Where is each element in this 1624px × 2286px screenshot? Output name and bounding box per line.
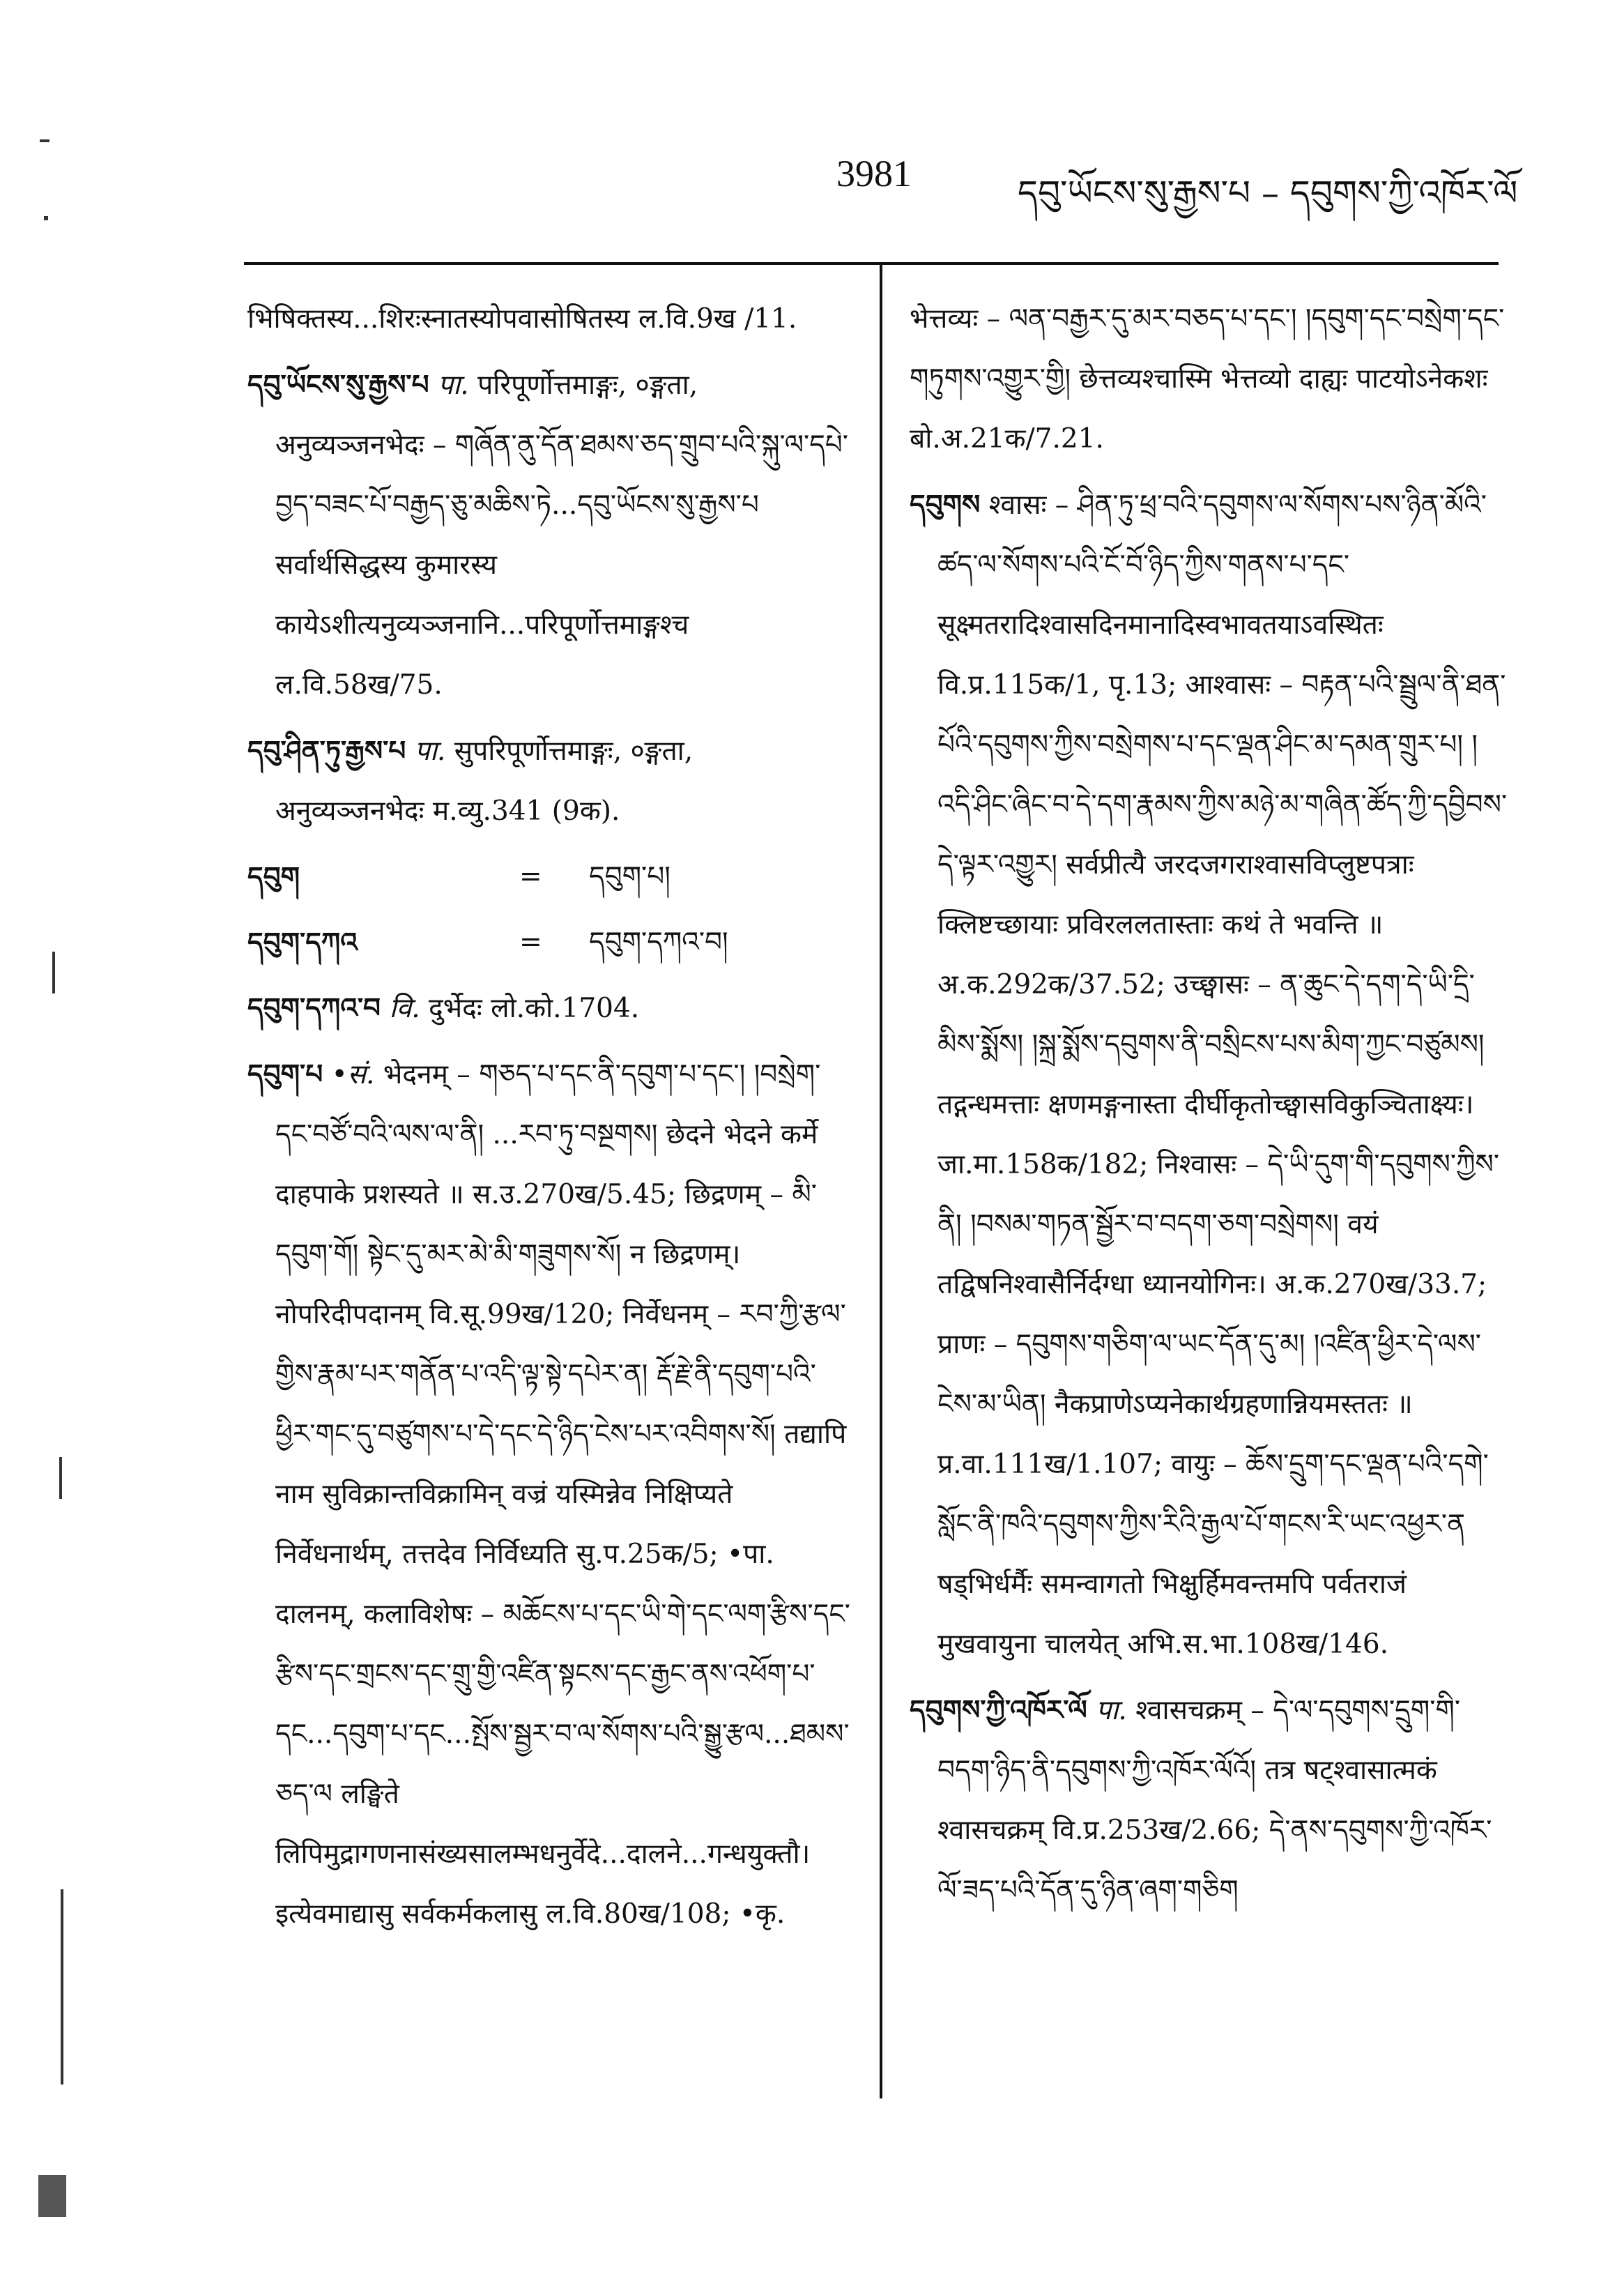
headword: དབུག་དཀའ	[247, 927, 358, 959]
continued-entry-text: भिषिक्तस्य...शिरःस्नातस्योपवासोषितस्य ल.वि.9ख /11.	[247, 303, 797, 335]
equals-sign: =	[519, 861, 542, 892]
grammar-label: पा.	[438, 369, 469, 401]
grammar-label: •सं.	[331, 1059, 375, 1090]
definition-text: भेदनम् – གཅད་པ་དང་ནི་དབུག་པ་དང་། །བསྲེག་དང་བཙོ་བའི་ལས་ལ་ནི། ...རབ་ཏུ་བསྔགས། छेदने भेदने कर्मे दाहपाके प्रशस्यते ॥ स.उ.270ख/5.45; छिद्रणम् – མི་དབུག་གོ། སྟེང་དུ་མར་མེ་མི་གཟུགས་སོ། न छिद्रणम्। नोपरिदीपदानम् वि.सू.99ख/120; निर्वेधनम् – རབ་ཀྱི་རྩལ་གྱིས་རྣམ་པར་གནོན་པ་འདི་ལྟ་སྟེ་དཔེར་ན། རྡོ་རྗེ་ནི་དབུག་པའི་ཕྱིར་གང་དུ་བཙུགས་པ་དེ་དང་དེ་ཉིད་ངེས་པར་འབིགས་སོ། तद्यापि नाम सुविक्रान्तविक्रामिन् वज्रं यस्मिन्नेव निक्षिप्यते निर्वेधनार्थम्, तत्तदेव निर्विध्यति सु.प.25क/5; •पा. दालनम्, कलाविशेषः – མཆོངས་པ་དང་ཡི་གེ་དང་ལག་རྩིས་དང་རྩིས་དང་གྲངས་དང་གྲུ་གྱི་འཛིན་སྟངས་དང་རྒྱང་ནས་འཕོག་པ་དང...དབུག་པ་དང...སྤོས་སྦྱར་བ་ལ་སོགས་པའི་སྒྱུ་རྩལ...ཐམས་ཅད་ལ लङ्घिते लिपिमुद्रागणनासंख्यसालम्भधनुर्वेदे...दालने...गन्धयुक्तौ। इत्येवमाद्यासु सर्वकर्मकलासु ल.वि.80ख/108; •कृ.	[275, 1059, 850, 1930]
continued-entry-text: भेत्तव्यः – ལན་བརྒྱར་དུ་མར་བཅད་པ་དང་། །དབུག་དང་བསྲེག་དང་གཏུགས་འགྱུར་གྱི། छेत्तव्यश्चास्मि भेत्तव्यो दाह्यः पाटयोऽनेकशः बो.अ.21क/7.21.	[910, 303, 1505, 455]
header-rule	[244, 262, 1499, 265]
headword: དབུགས་ཀྱི་འཁོར་ལོ	[910, 1694, 1087, 1726]
headword: དབུ་ཤིན་ཏུ་རྒྱས་པ	[247, 735, 406, 767]
grammar-label: पा.	[414, 736, 446, 767]
grammar-label: वि.	[389, 993, 420, 1024]
cross-reference-target: དབུག་པ།	[589, 861, 671, 892]
dictionary-entry	[247, 1044, 850, 1944]
headword: དབུག་དཀའ་བ	[247, 992, 381, 1024]
definition-text: परिपूर्णोत्तमाङ्गः, ०ङ्गता, अनुव्यञ्जनभेदः – གཞོན་ནུ་དོན་ཐམས་ཅད་གྲུབ་པའི་སྐུ་ལ་དཔེ་བྱད་བཟང་པོ་བརྒྱད་ཅུ་མཆིས་ཏེ...དབུ་ཡོངས་སུ་རྒྱས་པ सर्वार्थसिद्धस्य कुमारस्य कायेऽशीत्यनुव्यञ्जनानि...परिपूर्णोत्तमाङ्गश्च ल.वि.58ख/75.	[275, 369, 848, 701]
headword: དབུག	[247, 861, 300, 893]
right-column	[910, 289, 1512, 1926]
left-column	[247, 289, 850, 1950]
dictionary-entry	[247, 355, 850, 715]
guide-words: དབུ་ཡོངས་སུ་རྒྱས་པ – དབུགས་ཀྱི་འཁོར་ལོ	[1018, 173, 1518, 213]
headword: དབུག་པ	[247, 1058, 323, 1090]
scan-margin-marks	[38, 139, 66, 2231]
dictionary-entry	[910, 1680, 1512, 1921]
definition-text: दुर्भेदः लो.को.1704.	[429, 993, 640, 1024]
grammar-label: पा.	[1096, 1695, 1127, 1726]
cross-reference-target: དབུག་དཀའ་བ།	[589, 927, 728, 958]
definition-text: श्वासः – ཤིན་ཏུ་ཕྲ་བའི་དབུགས་ལ་སོགས་པས་ཉིན་མོའི་ཚད་ལ་སོགས་པའི་ངོ་བོ་ཉིད་ཀྱིས་གནས་པ་དང་ सूक्ष्मतरादिश्वासदिनमानादिस्वभावतयाऽवस्थितः वि.प्र.115क/1, पृ.13; आश्वासः – བརྟན་པའི་སྦྲུལ་ནི་ཐན་པོའི་དབུགས་ཀྱིས་བསྲེགས་པ་དང་ལྡན་ཤིང་མ་དམན་གྲུར་པ། །འདི་ཤིང་ཞིང་བ་དེ་དག་རྣམས་ཀྱིས་མཉེ་མ་གཞིན་ཚོད་ཀྱི་དབྱིབས་དེ་ལྟར་འགྱུར། सर्वप्रीत्यै जरदजगराश्वासविप्लुष्टपत्राः क्लिष्टच्छायाः प्रविरललतास्ताः कथं ते भवन्ति ॥ अ.क.292क/37.52; उच्छ्वासः – ན་ཆུང་དེ་དག་དེ་ཡི་དྲི་མིས་སྨོས། །སྐྲ་སྨོས་དབུགས་ནི་བསྲིངས་པས་མིག་ཀྱང་བཙུམས། तद्गन्धमत्ताः क्षणमङ्गनास्ता दीर्घीकृतोच्छ्वासविकुञ्चिताक्ष्यः। जा.मा.158क/182; निश्वासः – དེ་ཡི་དུག་གི་དབུགས་ཀྱིས་ནི། །བསམ་གཏན་སྦྱོར་བ་བདག་ཅག་བསྲེགས། वयं तद्विषनिश्वासैर्निर्दग्धा ध्यानयोगिनः। अ.क.270ख/33.7; प्राणः – དབུགས་གཅིག་ལ་ཡང་དོན་དུ་མ། །འཛིན་ཕྱིར་དེ་ལས་ངེས་མ་ཡིན། नैकप्राणेऽप्यनेकार्थग्रहणान्नियमस्ततः ॥ प्र.वा.111ख/1.107; वायुः – ཆོས་དྲུག་དང་ལྡན་པའི་དགེ་སློང་ནི་ཁའི་དབུགས་ཀྱིས་རིའི་རྒྱལ་པོ་གངས་རི་ཡང་འཕྱར་ན षड्भिर्धर्मैः समन्वागतो भिक्षुर्हिमवन्तमपि पर्वतराजं मुखवायुना चालयेत् अभि.स.भा.108ख/146.	[937, 489, 1508, 1660]
dictionary-entry	[247, 721, 850, 841]
page-header	[244, 152, 1518, 222]
definition-text: श्वासचक्रम् – དེ་ལ་དབུགས་དྲུག་གི་བདག་ཉིད་ནི་དབུགས་ཀྱི་འཁོར་ལོའོ། तत्र षट्श्वासात्मकं श्वासचक्रम् वि.प्र.253ख/2.66; དེ་ནས་དབུགས་ཀྱི་འཁོར་ལོ་ཟད་པའི་དོན་དུ་ཉིན་ཞག་གཅིག	[937, 1695, 1492, 1906]
page-number: 3981	[836, 153, 912, 195]
cross-reference-entry	[247, 847, 850, 907]
headword: དབུགས	[910, 489, 981, 521]
definition-text: सुपरिपूर्णोत्तमाङ्गः, ०ङ्गता, अनुव्यञ्जनभेदः म.व्यु.341 (9क).	[275, 736, 694, 827]
dictionary-entry	[247, 978, 850, 1039]
dictionary-entry	[910, 475, 1512, 1675]
equals-sign: =	[519, 927, 542, 958]
headword: དབུ་ཡོངས་སུ་རྒྱས་པ	[247, 369, 429, 401]
cross-reference-entry	[247, 913, 850, 973]
column-divider	[880, 265, 882, 2098]
